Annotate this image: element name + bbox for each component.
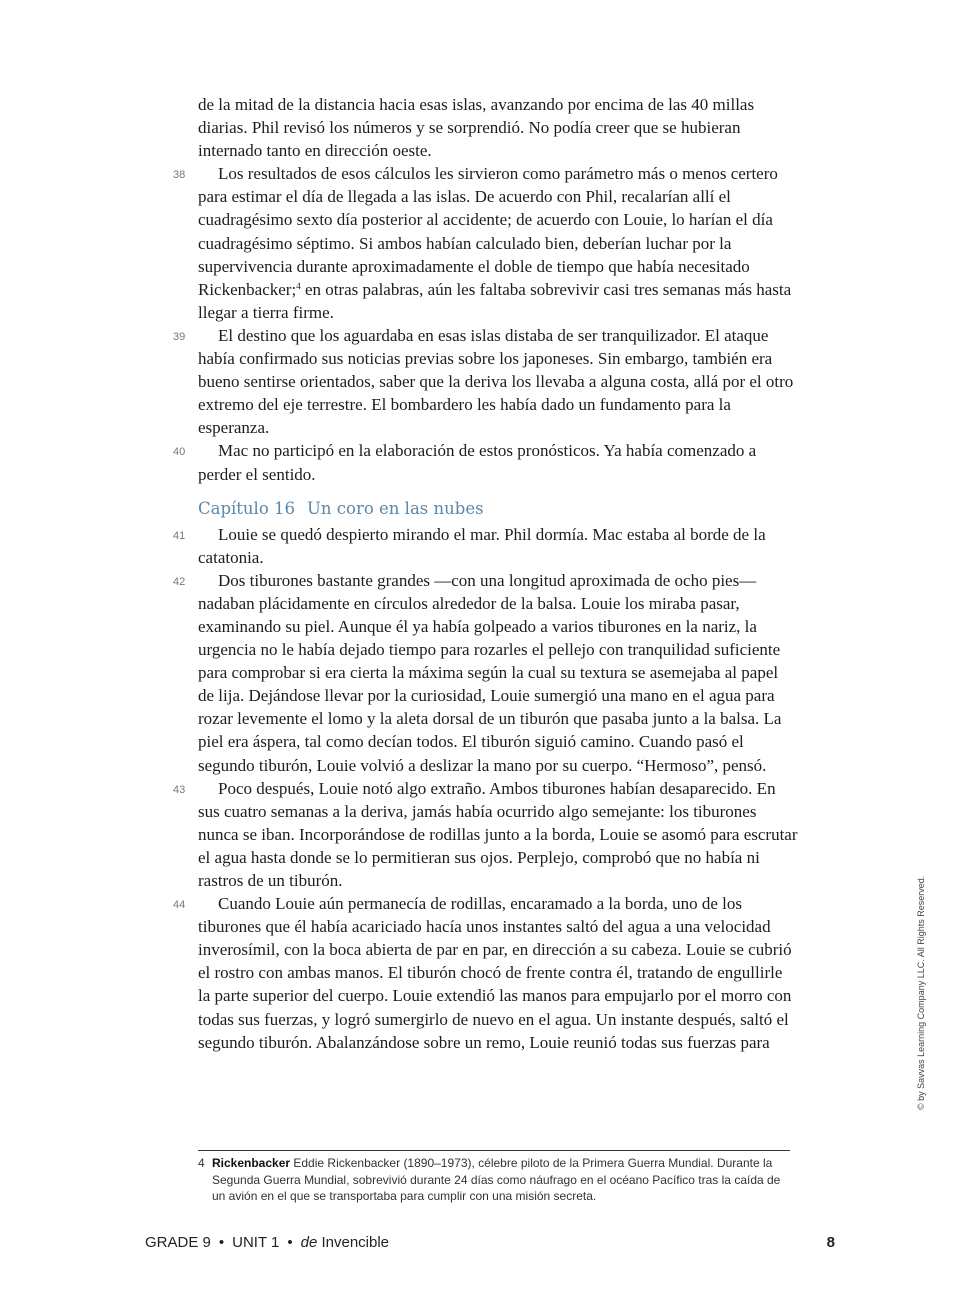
footer-title: Invencible xyxy=(317,1234,390,1251)
paragraph-number: 44 xyxy=(173,899,186,912)
paragraph-text: Cuando Louie aún permanecía de rodillas, encaramado a la borda, uno de los tiburones que él había acariciado hacía unos instantes saltó del agua a una velocidad inverosímil, con la boca abierta de par en par, en dirección a su cabeza. Louie se cubrió el rostro con ambas manos. El tiburón chocó de frente contra él, tratando de engullirle la parte superior del cuerpo. Louie extendió las manos para empujarlo por el morro con todas sus fuerzas, y logró sumergirlo de nuevo en el agua. Un instante después, saltó el segundo tiburón. Abalanzándose sobre un remo, Louie reunió todas sus fuerzas para xyxy=(198,894,792,1052)
chapter-title: Un coro en las nubes xyxy=(307,498,484,518)
footnote-reference[interactable]: 4 xyxy=(296,280,301,291)
footnote-term: Rickenbacker xyxy=(212,1156,291,1170)
paragraph-text: Los resultados de esos cálculos les sirvieron como parámetro más o menos certero para estimar el día de llegada a las islas. De acuerdo con Phil, recalarían allí el cuadragésimo sexto día posterior al accidente; de acuerdo con Louie, lo harían el día cuadragésimo séptimo. Si ambos habían calculado bien, deberían luchar por la supervivencia durante aproximadamente el doble de tiempo que había necesitado Rickenbacker; xyxy=(198,164,778,299)
page-number: 8 xyxy=(826,1234,835,1251)
paragraph-40 xyxy=(173,439,798,485)
main-text-column xyxy=(173,93,798,1054)
paragraph-number: 43 xyxy=(173,783,186,796)
copyright-notice: © by Savvas Learning Company LLC. All Rights Reserved. xyxy=(916,875,926,1110)
chapter-number: Capítulo 16 xyxy=(198,498,296,518)
paragraph-38 xyxy=(173,162,798,324)
paragraph-text: Mac no participó en la elaboración de estos pronósticos. Ya había comenzado a perder el sentido. xyxy=(198,441,757,484)
paragraph-number: 39 xyxy=(173,330,186,343)
footnote-number: 4 xyxy=(198,1156,205,1170)
footer-grade: GRADE 9 xyxy=(145,1234,211,1251)
paragraph-text: en otras palabras, aún les faltaba sobrevivir casi tres semanas más hasta llegar a tierra firme. xyxy=(198,279,792,322)
footer-de: de xyxy=(300,1234,318,1251)
paragraph-42 xyxy=(173,569,798,777)
paragraph-text: Louie se quedó despierto mirando el mar. Phil dormía. Mac estaba al borde de la catatonia. xyxy=(198,524,766,567)
footnote xyxy=(198,1155,793,1205)
footnote-divider xyxy=(198,1150,790,1151)
paragraph-39 xyxy=(173,324,798,439)
paragraph-text: Dos tiburones bastante grandes —con una longitud aproximada de ocho pies— nadaban plácidamente en círculos alrededor de la balsa. Louie los miraba pasar, examinando su piel. Aunque él ya había golpeado a varios tiburones en la nariz, la urgencia no le había dejado tiempo para rozarles el pellejo con tranquilidad suficiente para comprobar si era cierta la máxima según la cual su textura se asemejaba al papel de lija. Dejándose llevar por la curiosidad, Louie sumergió una mano en el agua para rozar levemente el lomo y la aleta dorsal de un tiburón que pasaba junto a la balsa. La piel era áspera, tal como decían todos. El tiburón siguió camino. Cuando pasó el segundo tiburón, Louie volvió a deslizar la mano por su cuerpo. “Hermoso”, pensó. xyxy=(198,570,782,775)
paragraph-continued: de la mitad de la distancia hacia esas islas, avanzando por encima de las 40 millas diarias. Phil revisó los números y se sorprendió. No podía creer que se hubieran internado tanto en dirección oeste. xyxy=(198,95,755,161)
paragraph-41 xyxy=(173,523,798,569)
footer-bullet: • xyxy=(218,1234,225,1251)
paragraph-43 xyxy=(173,777,798,892)
paragraph-number: 40 xyxy=(173,446,186,459)
page-footer xyxy=(145,1234,835,1251)
paragraph-number: 42 xyxy=(173,575,186,588)
chapter-heading xyxy=(198,497,798,520)
footnote-text: Eddie Rickenbacker (1890–1973), célebre piloto de la Primera Guerra Mundial. Durante la Segunda Guerra Mundial, sobrevivió durante 24 días como náufrago en el océano Pacífico tras la caída de un avión en el que se transportaba para cumplir con una misión secreta. xyxy=(212,1156,781,1203)
footer-unit: UNIT 1 xyxy=(232,1234,280,1251)
paragraph-number: 41 xyxy=(173,529,186,542)
paragraph-44 xyxy=(173,892,798,1054)
paragraph-number: 38 xyxy=(173,169,186,182)
paragraph-text: El destino que los aguardaba en esas islas distaba de ser tranquilizador. El ataque había confirmado sus noticias previas sobre los japoneses. Sin embargo, también era bueno sentirse orientados, saber que la deriva los llevaba a alguna costa, allá por el otro extremo del eje terrestre. El bombardero les había dado un fundamento para la esperanza. xyxy=(198,325,794,438)
paragraph-text: Poco después, Louie notó algo extraño. Ambos tiburones habían desaparecido. En sus cuatro semanas a la deriva, jamás había ocurrido algo semejante: los tiburones nunca se iban. Incorporándose de rodillas junto a la borda, Louie se asomó para escrutar el agua hasta donde se lo permitieran sus ojos. Perplejo, comprobó que no había ni rastros de un tiburón. xyxy=(198,778,798,890)
footer-bullet: • xyxy=(287,1234,293,1251)
